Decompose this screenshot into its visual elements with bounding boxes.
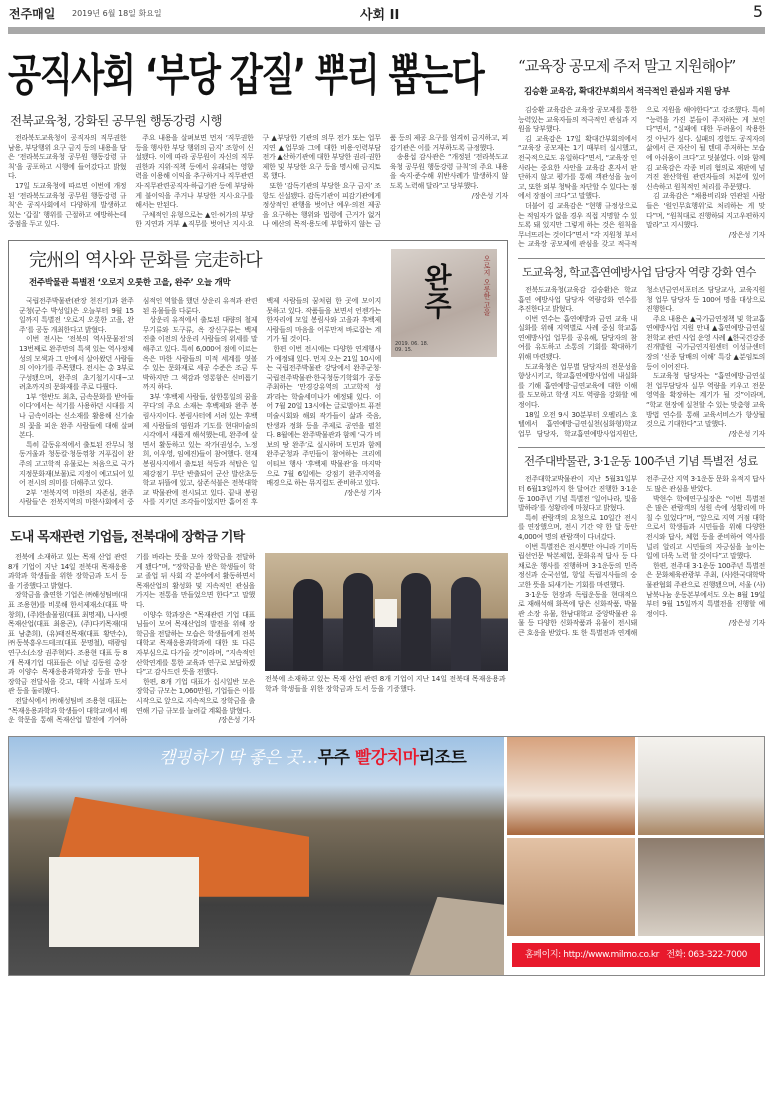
byline: /장은성 기자 [344, 488, 381, 497]
main-subheadline: 전북교육청, 강화된 공무원 행동강령 시행 [10, 113, 222, 128]
main-headline-wrap [8, 48, 508, 110]
headline-wanju: 完州의 역사와 문화를 完走하다 [29, 249, 262, 271]
scholarship-figure [265, 553, 508, 694]
subheadline-wanju: 전주박물관 특별전 ‘오로지 오롯한 고을, 완주’ 오늘 개막 [29, 277, 231, 288]
ad-photo-interior1 [507, 838, 635, 936]
byline: /장은성 기자 [471, 191, 508, 200]
masthead-paper-name: 전주매일 [9, 7, 56, 21]
headline-superintendent: “교육장 공모제 주저 말고 지원해야” [518, 57, 736, 75]
header-rule [8, 27, 765, 34]
exhibition-poster [391, 249, 497, 357]
ad-main-photo [9, 737, 504, 976]
headline-scholarship: 도내 목재관련 기업들, 전북대에 장학금 기탁 [10, 530, 245, 545]
masthead-date: 2019년 6월 18일 화요일 [72, 9, 162, 18]
ad-contact-bar[interactable]: 홈페이지: http://www.milmo.co.kr 전화: 063-322-7000 [512, 943, 760, 967]
byline: /장은성 기자 [728, 619, 765, 628]
page-number: 5 [752, 2, 763, 21]
ad-slogan [159, 747, 466, 769]
ad-brand-suffix: 리조트 [418, 747, 467, 768]
wanju-article [19, 249, 381, 508]
ad-brand-red: 빨강치마 [354, 747, 419, 768]
poster-calligraphy: 완주 [420, 262, 453, 319]
article-smoking-body: 전북도교육청(교육감 김승환)은 학교흡연 예방사업 담당자 역량강화 연수를 추진한다고 밝혔다. 이번 연수는 흡연예방과 금연 교육 내실화를 위해 지역별로 사례 중심 학교흡연예방사업 업무를 공유해, 담당자의 참여를 유도하고 소통의 기회를 확대하기 위해 마련됐다. 도교육청은 업무별 담당자의 전문성을 향상시키고, 학교흡연예방사업에 내실화를 기해 흡연예방·금연교육에 대한 이해를 도모하고 학생 지도 역량을 강화할 예정이다. 18일 오전 9시 30분부터 오펠리스 호텔에서 흡연예방·금연실천(심화형)학교 업무 담당자, 학교흡연예방사업지원단, 청소년금연서포터즈 담당교사, 교육지원청 업무 담당자 등 100여 명을 대상으로 진행한다. 주요 내용은 ▲국가금연정책 및 학교흡연예방사업 지원 안내 ▲흡연예방·금연실천학교 관련 사업 운영 사례 ▲한국건강증진개발원 국가금연지원센터 이성규센터장의 ‘신종 담배의 이해’ 특강 ▲분임토의 등이 이어진다. 도교육청 담당자는 “흡연예방·금연실천 업무담당자 실무 역량을 키우고 전문 영역을 확장하는 계기가 될 것”이라며, “학교 현장에 실천할 수 있는 맞춤형 교육방법 연수를 통해 교육서비스가 향상될 것으로 기대한다”고 말했다. /장은성 기자 [518, 285, 765, 438]
masthead [8, 0, 765, 38]
ad-photo-interior2 [638, 838, 764, 936]
section-name: 사회 II [360, 8, 400, 23]
ad-photo-livingroom [638, 737, 764, 835]
article-superintendent-body: 김승환 교육감은 교육장 공모제를 통한 능력있는 교육자들의 적극적인 관심과 지원을 당부했다. 김 교육감은 17일 확대간부회의에서 “교육장 공모제는 1기 때부터 실시했고, 전국적으로도 유일하다”면서, “교육장 인사라는 중요한 사안을 교육감 혼자서 판단하지 않고 평가를 통해 객관성을 높이고, 또한 외부 청탁을 차단할 수 있다는 점에서 장점이 크다”고 말했다. 더불어 김 교육감은 “현행 규정상으로는 적임자가 없을 경우 직접 지명할 수 있도록 돼 있지만 그렇게 하는 것은 원칙을 무너뜨리는 것이다”면서 “각 지원청 부서는 교육장 공모제에 관심을 갖고 적극적으로 지원을 해야한다”고 강조했다. 특히 “능력을 가진 분들이 주저하는 게 보인다”면서, “실패에 대한 두려움이 작용한 것 아닌가 싶다. 실패의 경험도 공직자의 삶에서 큰 자산이 될 텐데 주저하는 모습에 아쉬움이 크다”고 덧붙였다. 이와 함께 김 교육감은 각종 비리 혐의로 재판에 넘겨진 완산학원 관련자들의 처분에 있어 신속하고 원칙적인 처리를 주문했다. 김 교육감은 “채용비리와 연관된 사람들은 ‘원인무효행위’로 처리하는 게 맞다”며, “원칙대로 진행하되 지고우편하지 말라”고 지시했다. /장은성 기자 [518, 106, 765, 249]
article-scholarship-body: 전북에 소재하고 있는 목재 산업 관련 8개 기업이 지난 14일 전북대 목재응용과학과 학생들을 위한 장학금과 도서 등을 기증했다고 밝혔다. 장학금을 출연한 기업은 ㈜해성팀버(대표 조용현)를 비롯해 한서제재소(대표 박창희), (주)한솔물림(대표 최명제), 나사렛목재산업(대표 최용곤), (주)다키목재(대표 남춘희), (유)태진목재(대표 황만수), ㈜동북흥우드테크(대표 문명철), 태광임연구소(소장 권주혁)다. 조용현 대표 등 8개 목재기업 대표들은 이날 김동원 총장과 이양수 목재응용과학과장 등을 만나 장학금 전달식을 갖고, 대학 시설과 도서관 등을 둘러봤다. 전달식에서 ㈜해성팀버 조용현 대표는 “목재응용과학과 학생들이 대학교에서 배운 학문을 통해 목재산업 발전에 기여하기를 바라는 뜻을 모아 장학금을 전달하게 됐다”며, “장학금을 받은 학생들이 학교 졸업 뒤 사회 각 분야에서 활동하면서 목재산업의 활성화 및 지속적인 관심을 가지는 전통을 만들었으면 한다”고 말했다. 이양수 학과장은 “목재관련 기업 대표님들이 모여 목재산업의 발전을 위해 장학금을 전달하는 모습은 학생들에게 전북대학교 목재응용과학과에 대한 또 다른 자부심으로 다가올 것”이라며, “지속적인 산학연계를 통한 교육과 연구로 보답하겠다”고 감사드린 뜻을 전했다. 한편, 8개 기업 대표가 십시일반 모은 장학금 규모는 1,060만원, 기업들은 이를 시작으로 앞으로 지속적으로 장학금을 출연해 기금 규모를 늘려갈 계획을 밝혔다. /장은성 기자 [8, 553, 255, 725]
article-gapjil-body: 전라북도교육청이 공직자의 직무권한 남용, 부당행위 요구 금지 등의 내용을 담은 ‘전라북도교육청 공무원 행동강령 규칙’을 공포하고 시행에 들어갔다고 밝혔다. 17일 도교육청에 따르면 이번에 개정된 ‘전라북도교육청 공무원 행동강령 규칙’은 공직사회에서 다양하게 발생하고 있는 ‘갑질’ 행위를 근절하고 예방하는데 중점을 두고 있다. 주요 내용을 살펴보면 먼저 ‘직무권한 등을 행사한 부당 행위의 금지’ 조항이 신설됐다. 이에 따라 공무원이 자신의 직무권한과 지위·직책 등에서 유래되는 영향력을 이용해 이익을 추구하거나 직무관련자·직무관련공직자·하급기관 등에 부당하게 불이익을 주거나 부당한 지시·요구를 해서는 안된다. 구체적인 유형으로는 ▲인·허가의 부당한 지연과 거부 ▲직무를 벗어난 지시·요구 ▲부당한 기관의 의무 전가 또는 업무 지연 ▲업무와 그에 대한 비용·인력부담 전가 ▲산하기관에 대한 부당한 권리·권한 제한 및 부당한 요구 등을 명시해 금지토록 했다. 또한 ‘감독기관의 부당한 요구 금지’ 조항도 신설됐다. 감독기관이 피감기관에게 정상적인 관행을 벗어난 예우·의전 제공을 요구하는 행위와 법령에 근거가 없거나 예산의 목적·용도에 부합하지 않는 금품 등의 제공 요구를 엄격히 금지하고, 피감기관은 이를 거부하도록 규정했다. 송용섭 감사관은 “개정된 ‘전라북도교육청 공무원 행동강령 규칙’의 주요 내용을 숙지·준수해 위반사례가 발생하지 않도록 노력해 달라”고 당부했다. /장은성 기자 [8, 134, 508, 229]
scholarship-photo [265, 553, 508, 671]
headline-jeonju-univ-museum: 전주대박물관, 3·1운동 100주년 기념 특별전 성료 [524, 454, 758, 469]
subheadline-superintendent: 김승환 교육감, 확대간부회의서 적극적인 관심과 지원 당부 [524, 87, 730, 97]
right-column [518, 38, 765, 639]
article-wanju-body: 국립전주박물관(관장 천진기)과 완주군청(군수 박성일)은 오늘부터 9월 15일까지 특별전 ‘오로지 오롯한 고을, 완주’를 공동 개최한다고 밝혔다. 이번 전시는 ‘전북의 역사문물전’의 13번째로 완주만의 특색 있는 역사정체성의 모색과 그 안에서 살아왔던 사람들의 이야기를 주목했다. 전시는 총 3부로 구성됐으며, 완주의 초기철기시대~고려초까지의 문화재를 주로 다뤘다. 1부 ‘한반도 최초, 금속문화를 받아들이다’에서는 석기를 사용하던 시대를 지나 금속이라는 신소재를 활용해 신기술의 꽃을 피운 완주 사람들에 대해 살펴본다. 특히 갈동유적에서 출토된 잔무늬 청동거울과 청동칼·청동꺾창 거푸집이 완주의 고고학적 유물로는 처음으로 국가지정문화재(보물)로 지정이 예고되어 있어 전시의 의미를 더해주고 있다. 2부 ‘전북지역 마한의 자존심, 완주 사람들’은 전북지역의 마한사회에서 중심적인 역할을 했던 상운리 유적과 관련된 유물들을 다룬다. 상운리 유적에서 출토된 대량의 철제 무기류와 도구류, 옥 장신구류는 백제 진출 이전의 상운리 사람들의 위세를 말해주고 있다. 특히 6,000여 점에 이르는 옥은 마한 사람들의 미적 세계를 엿볼 수 있는 문화재로 세공 수준은 조금 투박하지만 그 색감과 영롱함은 신비롭기까지 하다. 3부 ‘후백제 사람들, 삼한통일의 꿈을 꾸다’의 주요 소재는 후백제와 완주 봉림사지이다. 봉림사터에 서려 있는 후백제 사람들의 염원과 기도를 현대미술의 시각에서 새롭게 해석했는데, 완주에 살면서 활동하고 있는 작가(권성수, 노정희, 이우영, 임예진)들이 참여했다. 현재 봉림사지에서 출토된 석등과 석탑은 일제강점기 무단 반출되어 군산 발산초등학교 뒤뜰에 있고, 삼존석불은 전북대학교 박물관에 전시되고 있다. 끝내 봉림사를 지키던 조각들이었지만 흩어진 후백제 사람들의 꿈처럼 한 곳에 모이지 못하고 있다. 작품들을 보면서 언젠가는 한자리에 모일 봉림사와 고을과 후백제 사람들의 마음을 어루만져 바로잡는 계기가 될 것이다. 한편 이번 전시에는 다양한 연계행사가 예정돼 있다. 먼저 오는 21일 10시에는 국립전주박물관 강당에서 완주군청·국립전주박물관·한국청동기학회가 공동주최하는 ‘만경강유역의 고고학적 성과’라는 학술세미나가 예정돼 있다. 이어 7월 20일 13시에는 글로벌아트 퓨전미술시회와 해외 작가들이 삶과 죽음, 탄생과 정화 등을 주제로 공연을 펼친다. 8월에는 완주박물관과 함께 ‘국가 비보의 땅 완주’로 실시하며 도민과 함께 완주군청과 주민들이 참여하는 크리에이티브 행사 ‘후백제 박물관’을 마지막으로 7월 6일에는 강점기 완주지역을 배경으로 하는 뮤지컬도 준비하고 있다. /장은성 기자 [19, 296, 381, 507]
rule [518, 258, 765, 259]
poster-dates: 2019. 06. 18. 09. 15. [395, 340, 429, 353]
headline-smoking-prevention: 도교육청, 학교흡연예방사업 담당자 역량 강화 연수 [522, 264, 756, 279]
byline: /장은성 기자 [728, 429, 765, 438]
ad-photo-bedroom [507, 737, 635, 835]
resort-advertisement[interactable] [8, 736, 765, 976]
byline: /장은성 기자 [728, 230, 765, 239]
page-body [8, 38, 765, 726]
main-headline: 공직사회 ‘부당 갑질’ 뿌리 뽑는다 [8, 50, 484, 101]
left-column [8, 38, 508, 726]
rule [518, 447, 765, 448]
wanju-exhibition-box [8, 240, 508, 517]
ad-brand-prefix: 무주 [317, 747, 355, 768]
article-museum-body: 전주대학교박물관이 지난 5월31일부터 6월13일까지 한 달여간 진행한 3·1운동 100주년 기념 특별전 ‘일어나라, 빛을 발하라’를 성황리에 마쳤다고 밝혔다. 특히 관람객의 요청으로 10일간 전시를 연장했으며, 전시 기간 약 한 달 동안 4,000여 명의 관람객이 다녀갔다. 이번 특별전은 전시뿐만 아니라 기미독립선언문 탁본체험, 문화유적 답사 등 다채로운 행사를 진행하며 3·1운동의 민족정신과 순국선열, 항일 독립지사들의 숭고한 뜻을 되새기는 기회를 마련했다. 3·1운동 현장과 독립운동을 현대적으로 재해석해 화폭에 담은 신화작품, 박물관 소장 유물, 한남대학교 중앙박물관 유물 등 다양한 신화작품과 유물이 전시돼 큰 호응을 받았다. 또 한 특별전과 연계해 전주·군산 지역 3·1운동 문화 유적지 답사도 많은 관심을 받았다. 박현수 학예연구실장은 “이번 특별전은 많은 관람객의 성원 속에 성황리에 마칠 수 있었다”며, “앞으로 지역 거점 대학으로서 학생들과 시민들을 위해 다양한 전시와 답사, 체험 등을 준비하여 역사를 널리 알리고 시민들의 자긍심을 높이는 일에 더욱 노력 할 것이다”고 말했다. 한편, 전주대 3·1운동 100주년 특별전은 문화체육관광부 주최, (사)한국대학박물관협회 주관으로 진행됐으며, 서울 (사)남북나눔 운동본부에서도 오는 8월 19일부터 9월 15일까지 특별전을 진행할 예정이다. /장은성 기자 [518, 475, 765, 637]
ad-slogan-text: 캠핑하기 딱 좋은 곳… [159, 747, 318, 768]
scholarship-article [8, 553, 508, 726]
photo-caption: 전북에 소재하고 있는 목재 산업 관련 8개 기업이 지난 14일 전북대 목재응용과학과 학생들을 위한 장학금과 도서 등을 기증했다. [265, 675, 506, 693]
byline: /장은성 기자 [218, 716, 255, 725]
poster-vertical-title: 오로지 오롯한 고을 [483, 254, 491, 316]
